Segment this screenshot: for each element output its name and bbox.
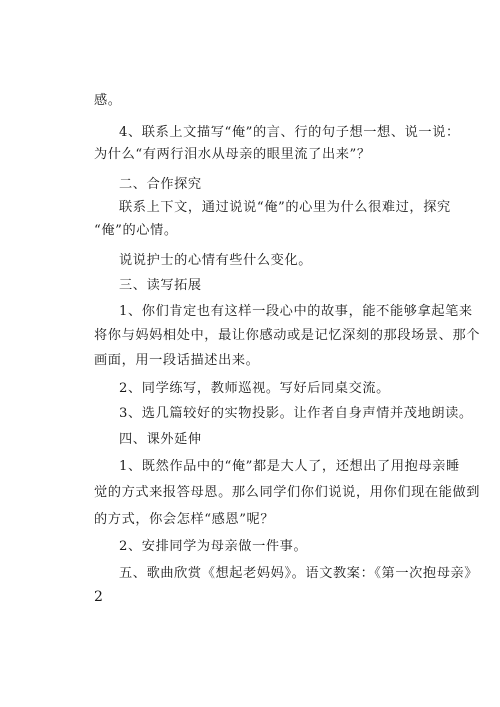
- paragraph-line: “俺”的心情。: [94, 223, 178, 238]
- paragraph-line: 联系上下文，通过说说“俺”的心里为什么很难过，探究: [119, 200, 451, 215]
- paragraph-line: 感。: [94, 93, 122, 108]
- paragraph-line: 的方式，你会怎样“感恩”呢？: [94, 512, 275, 527]
- section-heading: 三、读写拓展: [119, 278, 202, 293]
- paragraph-line: 觉的方式来报答母恩。那么同学们你们说说，用你们现在能做到: [94, 485, 481, 500]
- section-heading: 二、合作探究: [119, 177, 202, 192]
- paragraph-line: 将你与妈妈相处中，最让你感动或是记忆深刻的那段场景、那个: [94, 328, 481, 343]
- paragraph-line: 为什么“有两行泪水从母亲的眼里流了出来”？: [94, 147, 371, 162]
- paragraph-line: 画面，用一段话描述出来。: [94, 353, 260, 368]
- paragraph-line: 说说护士的心情有些什么变化。: [119, 253, 313, 268]
- section-heading: 四、课外延伸: [119, 432, 202, 447]
- paragraph-line: 1、你们肯定也有这样一段心中的故事，能不能够拿起笔来: [119, 304, 473, 319]
- paragraph-line: 4、联系上文描写“俺”的言、行的句子想一想、说一说：: [119, 125, 460, 140]
- paragraph-line: 1、既然作品中的“俺”都是大人了，还想出了用抱母亲睡: [119, 459, 460, 474]
- paragraph-line: 2、同学练写，教师巡视。写好后同桌交流。: [119, 381, 390, 396]
- section-heading: 五、歌曲欣赏《想起老妈妈》。语文教案：《第一次抱母亲》: [119, 566, 479, 581]
- paragraph-line: 3、选几篇较好的实物投影。让作者自身声情并茂地朗读。: [119, 406, 473, 421]
- paragraph-line: 2、安排同学为母亲做一件事。: [119, 539, 308, 554]
- page-number: 2: [94, 589, 103, 605]
